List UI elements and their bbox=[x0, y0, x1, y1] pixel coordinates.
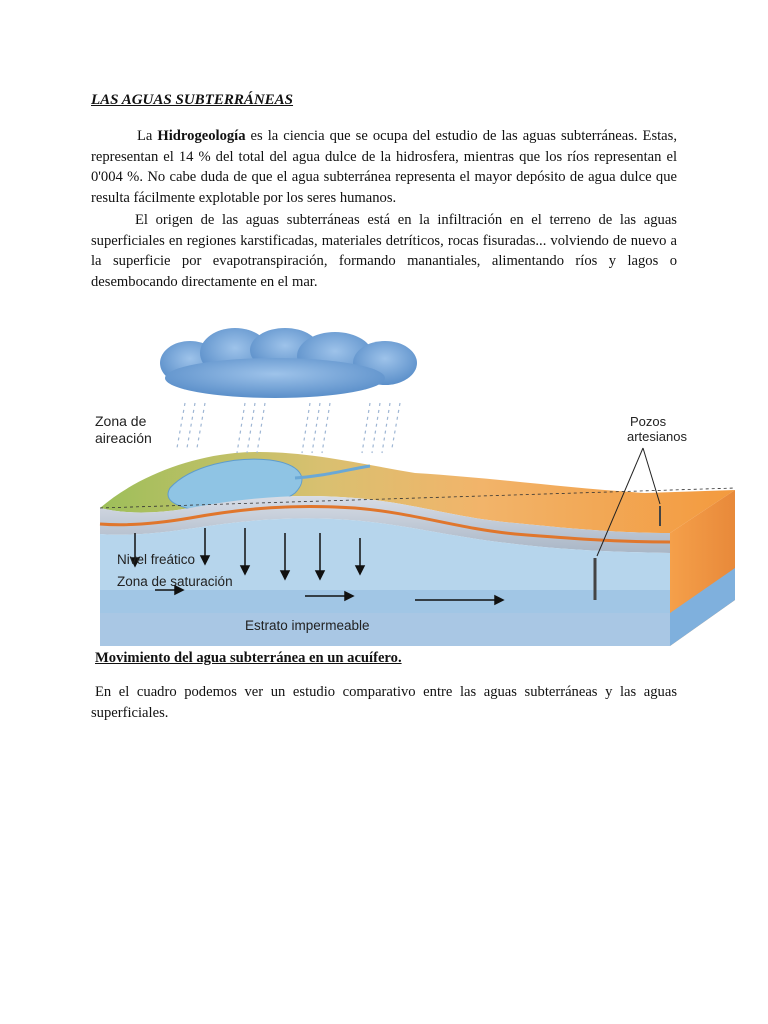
document-title: LAS AGUAS SUBTERRÁNEAS bbox=[91, 92, 294, 108]
label-zona-aireacion-1: Zona de bbox=[95, 413, 147, 429]
figure-caption: Movimiento del agua subterránea en un acuífero. bbox=[95, 650, 402, 666]
label-zona-saturacion: Zona de saturación bbox=[117, 574, 233, 589]
label-pozos-1: Pozos bbox=[630, 414, 667, 429]
label-pozos-2: artesianos bbox=[627, 429, 687, 444]
rain-icon bbox=[177, 403, 400, 453]
p1-rest: es la ciencia que se ocupa del estudio de las aguas subterráneas. Estas, representan el 14 % del total del agua dulce de la hidrosfera, mientras que los ríos representan el 0'004 %. No cabe duda de que el agua subterránea representa el mayor depósito de agua dulce que resulta fácilmente explotable por los seres humanos. bbox=[91, 128, 677, 206]
p3-text: En el cuadro podemos ver un estudio comparativo entre las aguas subterráneas y las aguas superficiales. bbox=[91, 684, 677, 721]
paragraph-hidrogeologia bbox=[91, 126, 677, 208]
p1-bold-term: Hidrogeología bbox=[157, 128, 246, 144]
paragraph-origen bbox=[91, 210, 677, 292]
p2-text: El origen de las aguas subterráneas está en la infiltración en el terreno de las aguas superficiales en regiones karstificadas, materiales detríticos, rocas fisuradas... volviendo de nuevo a la superficie por evapotranspiración, formando manantiales, alimentando ríos y lagos o desembocando directamente en el mar. bbox=[91, 212, 677, 290]
aquifer-band bbox=[100, 590, 670, 613]
label-zona-aireacion-2: aireación bbox=[95, 430, 152, 446]
paragraph-cuadro bbox=[91, 682, 677, 723]
aquifer-diagram bbox=[95, 328, 745, 648]
cloud-icon bbox=[160, 328, 417, 398]
p1-lead: La bbox=[137, 128, 158, 144]
impermeable-stratum bbox=[100, 613, 670, 646]
label-nivel-freatico: Nivel freático bbox=[117, 552, 196, 567]
label-estrato-impermeable: Estrato impermeable bbox=[245, 618, 370, 633]
